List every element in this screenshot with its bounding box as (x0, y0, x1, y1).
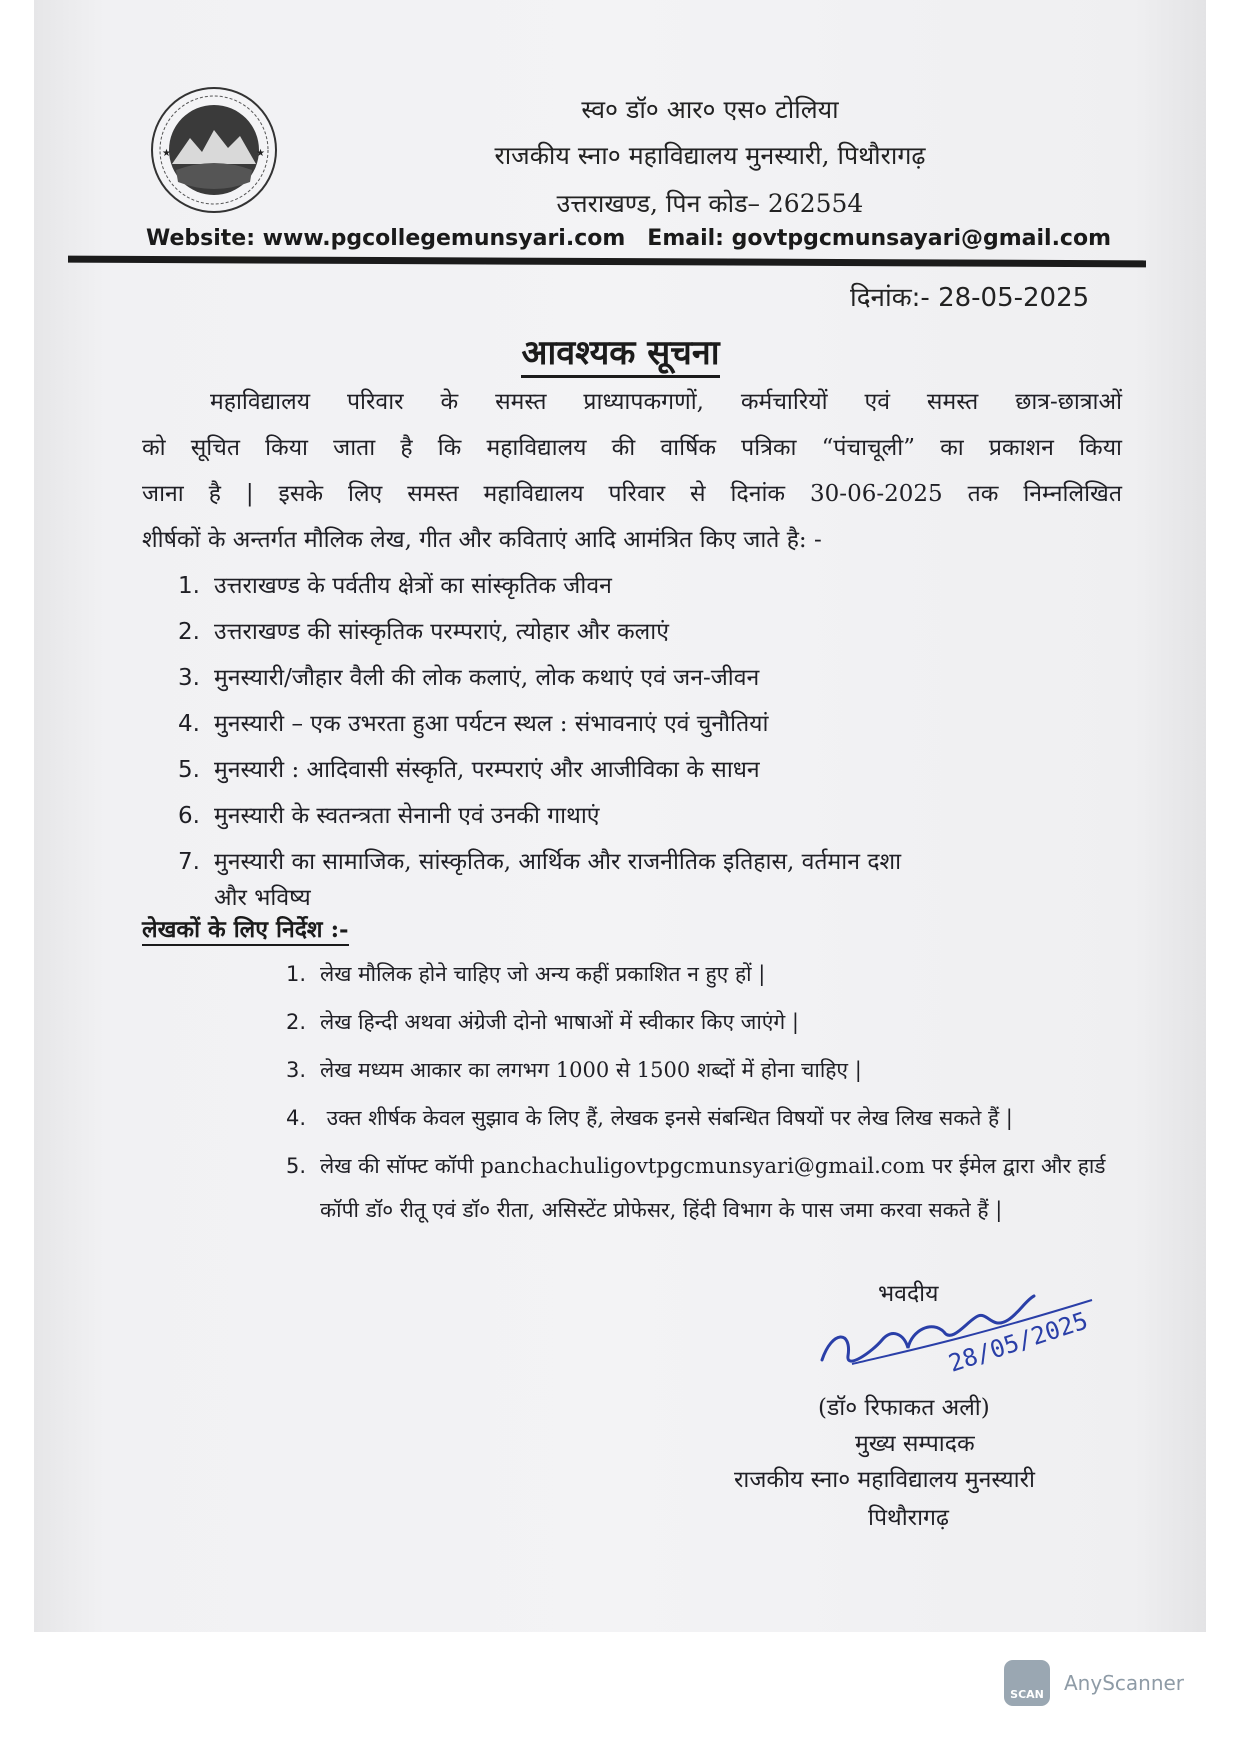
handwritten-signature (812, 1260, 1102, 1390)
topic-item: 7. मुनस्यारी का सामाजिक, सांस्कृतिक, आर्थिक और राजनीतिक इतिहास, वर्तमान दशा (178, 849, 902, 875)
scan-app-icon: SCAN (1004, 1660, 1050, 1706)
website-text: Website: www.pgcollegemunsyari.com (146, 226, 626, 251)
closing-text: भवदीय (878, 1281, 939, 1307)
topic-item: 3. मुनस्यारी/जौहार वैली की लोक कलाएं, लोक कथाएं एवं जन-जीवन (178, 665, 760, 691)
guidelines-heading: लेखकों के लिए निर्देश :- (142, 912, 349, 946)
guideline-item: 4. उक्त शीर्षक केवल सुझाव के लिए हैं, लेखक इनसे संबन्धित विषयों पर लेख लिख सकते हैं | (286, 1106, 1013, 1130)
topic-item: 6. मुनस्यारी के स्वतन्त्रता सेनानी एवं उनकी गाथाएं (178, 803, 600, 829)
guideline-item: 2. लेख हिन्दी अथवा अंग्रेजी दोनो भाषाओं में स्वीकार किए जाएंगे | (286, 1010, 799, 1034)
topic-item: 5. मुनस्यारी : आदिवासी संस्कृति, परम्पराएं और आजीविका के साधन (178, 757, 760, 783)
svg-text:★: ★ (256, 148, 265, 159)
signatory-place: पिथौरागढ़ (868, 1505, 949, 1531)
body-line-2: को सूचित किया जाता है कि महाविद्यालय की वार्षिक पत्रिका “पंचाचूली” का प्रकाशन किया (142, 435, 1122, 461)
notice-date: दिनांक:- 28-05-2025 (850, 283, 1090, 313)
guideline-item: 1. लेख मौलिक होने चाहिए जो अन्य कहीं प्रकाशित न हुए हों | (286, 962, 766, 986)
svg-text:★: ★ (162, 148, 171, 159)
signatory-designation: मुख्य सम्पादक (855, 1431, 975, 1457)
body-line-1: महाविद्यालय परिवार के समस्त प्राध्यापकगणों, कर्मचारियों एवं समस्त छात्र-छात्राओं (210, 389, 1122, 415)
guideline-item-continued: कॉपी डॉ० रीतू एवं डॉ० रीता, असिस्टेंट प्रोफेसर, हिंदी विभाग के पास जमा करवा सकते हैं | (320, 1198, 1003, 1222)
email-text: Email: govtpgcmunsayari@gmail.com (647, 226, 1112, 251)
signatory-institution: राजकीय स्ना० महाविद्यालय मुनस्यारी (734, 1467, 1035, 1493)
header-line-2: राजकीय स्ना० महाविद्यालय मुनस्यारी, पिथौरागढ़ (494, 141, 926, 170)
guideline-item: 5. लेख की सॉफ्ट कॉपी panchachuligovtpgcmunsyari@gmail.com पर ईमेल द्वारा और हार्ड (286, 1154, 1106, 1178)
topic-item: 2. उत्तराखण्ड की सांस्कृतिक परम्पराएं, त्योहार और कलाएं (178, 619, 669, 645)
signature-date: 28/05/2025 (945, 1306, 1092, 1378)
header-line-1: स्व० डॉ० आर० एस० टोलिया (581, 95, 839, 124)
notice-title (0, 328, 1241, 374)
topic-item: 4. मुनस्यारी – एक उभरता हुआ पर्यटन स्थल : संभावनाएं एवं चुनौतियां (178, 711, 769, 737)
scanner-watermark (1004, 1660, 1184, 1706)
topic-item: 1. उत्तराखण्ड के पर्वतीय क्षेत्रों का सांस्कृतिक जीवन (178, 573, 612, 599)
body-line-3: जाना है | इसके लिए समस्त महाविद्यालय परिवार से दिनांक 30-06-2025 तक निम्नलिखित (142, 481, 1122, 507)
college-seal-logo (150, 86, 278, 214)
signatory-name: (डॉ० रिफाकत अली) (818, 1395, 990, 1421)
notice-title-text: आवश्यक सूचना (521, 333, 719, 378)
scanner-app-name: AnyScanner (1064, 1671, 1185, 1695)
contact-line (146, 226, 1112, 251)
body-line-4: शीर्षकों के अन्तर्गत मौलिक लेख, गीत और कविताएं आदि आमंत्रित किए जाते है: - (142, 527, 822, 553)
guideline-item: 3. लेख मध्यम आकार का लगभग 1000 से 1500 शब्दों में होना चाहिए | (286, 1058, 862, 1082)
header-line-3: उत्तराखण्ड, पिन कोड– 262554 (556, 189, 864, 218)
topic-item-continued: और भविष्य (214, 885, 311, 911)
